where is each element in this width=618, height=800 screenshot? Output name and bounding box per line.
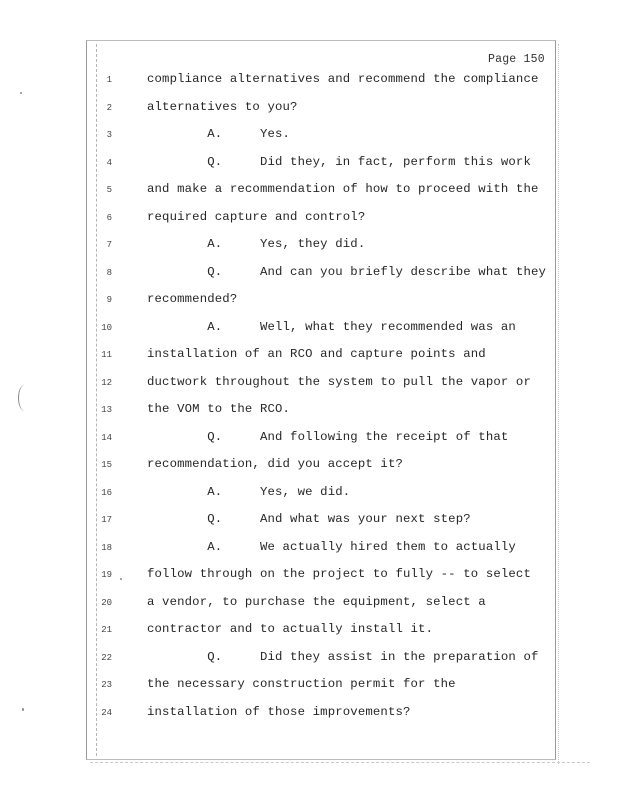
transcript-line bbox=[0, 182, 618, 202]
line-text: Q. And can you briefly describe what they bbox=[147, 264, 547, 279]
transcript-line bbox=[0, 567, 618, 587]
line-text: installation of those improvements? bbox=[147, 704, 411, 719]
line-text: recommendation, did you accept it? bbox=[147, 457, 403, 471]
line-number: 8 bbox=[106, 267, 112, 278]
line-text: A. Yes. bbox=[147, 127, 291, 141]
line-text: required capture and control? bbox=[147, 209, 366, 224]
line-number: 12 bbox=[101, 377, 112, 388]
line-text: Q. Did they assist in the preparation of bbox=[147, 649, 539, 664]
transcript-line bbox=[0, 155, 618, 175]
line-number: 3 bbox=[106, 130, 112, 140]
line-number: 7 bbox=[106, 240, 112, 250]
transcript-line bbox=[0, 292, 618, 312]
line-text: recommended? bbox=[147, 292, 238, 306]
transcript-line bbox=[0, 622, 618, 642]
transcript-line bbox=[0, 320, 618, 340]
line-number: 15 bbox=[101, 460, 112, 470]
line-text: a vendor, to purchase the equipment, select a bbox=[147, 594, 486, 609]
transcript-line bbox=[0, 540, 618, 560]
transcript-line bbox=[0, 265, 618, 285]
transcript-line bbox=[0, 100, 618, 120]
line-number: 17 bbox=[101, 515, 112, 525]
line-text: contractor and to actually install it. bbox=[147, 622, 434, 636]
line-text: A. Well, what they recommended was an bbox=[147, 319, 516, 334]
line-text: alternatives to you? bbox=[147, 99, 298, 114]
line-text: ductwork throughout the system to pull the vapor or bbox=[147, 374, 531, 389]
line-text: A. Yes, they did. bbox=[147, 237, 366, 251]
transcript-line bbox=[0, 347, 618, 367]
line-number: 11 bbox=[101, 350, 112, 360]
line-text: follow through on the project to fully -- to select bbox=[147, 567, 531, 581]
line-text: Q. And following the receipt of that bbox=[147, 429, 509, 444]
line-text: compliance alternatives and recommend the compliance bbox=[147, 72, 539, 86]
bottom-scan-edge bbox=[90, 762, 590, 763]
line-number: 5 bbox=[106, 185, 112, 195]
line-number: 14 bbox=[101, 432, 112, 443]
line-text: and make a recommendation of how to proceed with the bbox=[147, 182, 539, 196]
line-number: 24 bbox=[101, 707, 112, 718]
scan-speck bbox=[20, 92, 22, 94]
transcript-line bbox=[0, 402, 618, 422]
transcript-line bbox=[0, 457, 618, 477]
line-text: the necessary construction permit for the bbox=[147, 677, 456, 691]
line-number: 16 bbox=[101, 487, 112, 498]
transcript-line bbox=[0, 210, 618, 230]
line-text: Q. And what was your next step? bbox=[147, 512, 471, 526]
line-number: 23 bbox=[101, 680, 112, 690]
transcript-line bbox=[0, 127, 618, 147]
transcript-line bbox=[0, 705, 618, 725]
line-text: A. Yes, we did. bbox=[147, 484, 351, 499]
line-text: Q. Did they, in fact, perform this work bbox=[147, 154, 531, 169]
transcript-line bbox=[0, 430, 618, 450]
line-number: 19 bbox=[101, 570, 112, 580]
transcript-line bbox=[0, 237, 618, 257]
line-number: 9 bbox=[106, 295, 112, 305]
transcript-line bbox=[0, 677, 618, 697]
line-number: 10 bbox=[101, 322, 112, 333]
line-number: 18 bbox=[101, 542, 112, 553]
line-text: the VOM to the RCO. bbox=[147, 402, 291, 416]
transcript-line bbox=[0, 72, 618, 92]
transcript-line bbox=[0, 485, 618, 505]
transcript-line bbox=[0, 595, 618, 615]
transcript-line bbox=[0, 375, 618, 395]
line-number: 1 bbox=[106, 75, 112, 85]
line-number: 21 bbox=[101, 625, 112, 635]
line-number: 4 bbox=[106, 157, 112, 168]
line-number: 2 bbox=[106, 102, 112, 113]
line-text: A. We actually hired them to actually bbox=[147, 539, 516, 554]
transcript-line bbox=[0, 650, 618, 670]
line-number: 13 bbox=[101, 405, 112, 415]
page-number: Page 150 bbox=[488, 53, 545, 66]
line-number: 22 bbox=[101, 652, 112, 663]
transcript-line bbox=[0, 512, 618, 532]
line-number: 6 bbox=[106, 212, 112, 223]
line-text: installation of an RCO and capture points and bbox=[147, 347, 486, 361]
line-number: 20 bbox=[101, 597, 112, 608]
